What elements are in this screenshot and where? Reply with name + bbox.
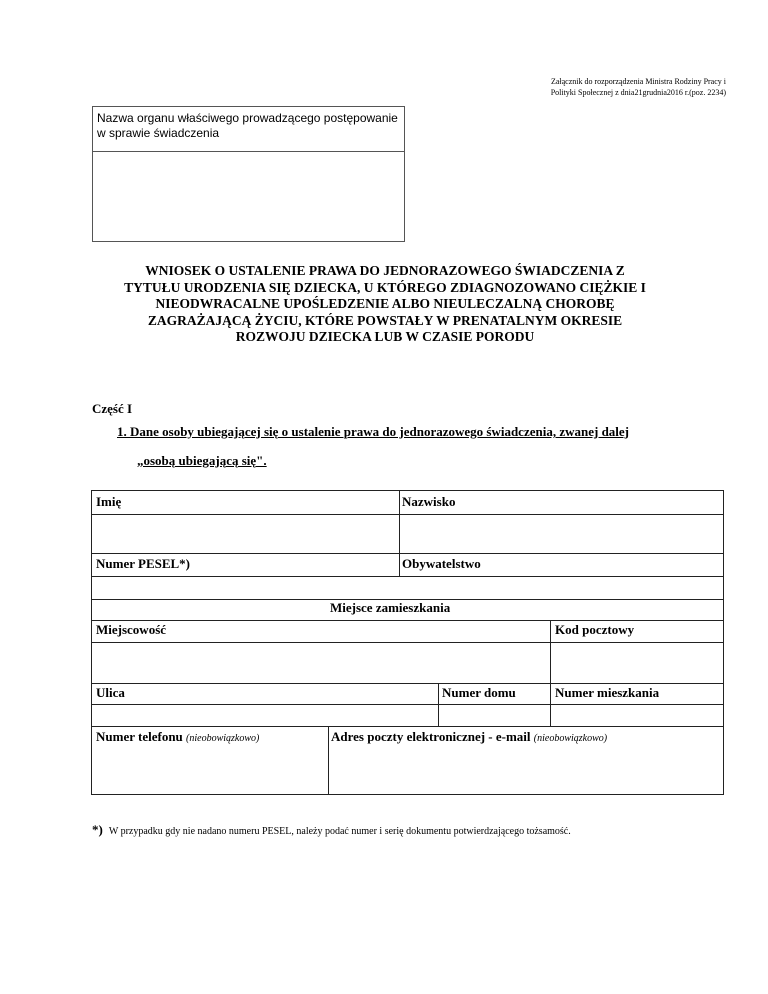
footnote-text: W przypadku gdy nie nadano numeru PESEL, należy podać numer i serię dokumentu potwierdzającego tożsamość.	[108, 826, 571, 837]
part-heading: Część I	[92, 401, 133, 416]
email-optional-note: (nieobowiązkowo)	[533, 733, 608, 744]
first-name-field[interactable]	[92, 514, 399, 553]
annex-note	[466, 76, 726, 98]
last-name-label: Nazwisko	[402, 494, 456, 509]
footnote-mark: *)	[92, 822, 103, 837]
street-field[interactable]	[92, 705, 438, 726]
apartment-number-field[interactable]	[551, 705, 724, 726]
postal-code-field[interactable]	[551, 643, 724, 683]
organ-box	[92, 106, 405, 242]
title-line: TYTUŁU URODZENIA SIĘ DZIECKA, U KTÓREGO ZDIAGNOZOWANO CIĘŻKIE I	[124, 279, 646, 295]
email-label-text: Adres poczty elektronicznej - e-mail	[331, 729, 531, 744]
email-field[interactable]	[329, 749, 724, 795]
pesel-field[interactable]	[92, 577, 724, 599]
pesel-label: Numer PESEL*)	[96, 556, 191, 571]
phone-label	[96, 729, 259, 745]
citizenship-label: Obywatelstwo	[402, 556, 481, 571]
annex-line-1: Załącznik do rozporządzenia Ministra Rodziny Pracy i	[550, 77, 726, 86]
email-label	[331, 729, 607, 745]
city-label: Miejscowość	[96, 622, 167, 637]
phone-optional-note: (nieobowiązkowo)	[186, 733, 260, 744]
house-number-field[interactable]	[439, 705, 550, 726]
phone-field[interactable]	[92, 749, 328, 795]
organ-label	[93, 107, 404, 152]
section-heading: 1. Dane osoby ubiegającej się o ustalenie prawa do jednorazowego świadczenia, zwanej dalej	[117, 424, 630, 439]
apartment-number-label: Numer mieszkania	[555, 685, 660, 700]
city-field[interactable]	[92, 643, 550, 683]
document-title	[90, 263, 680, 346]
title-line: ZAGRAŻAJĄCĄ ŻYCIU, KTÓRE POWSTAŁY W PRENATALNYM OKRESIE	[147, 312, 623, 328]
last-name-field[interactable]	[400, 514, 724, 553]
postal-code-label: Kod pocztowy	[555, 622, 635, 637]
house-number-label: Numer domu	[442, 685, 516, 700]
organ-label-line-1: Nazwa organu właściwego prowadzącego postępowanie	[97, 111, 398, 125]
section-heading-cont: „osobą ubiegającą się".	[137, 453, 267, 468]
applicant-form	[91, 490, 724, 795]
residence-label: Miejsce zamieszkania	[330, 600, 451, 615]
title-line: NIEODWRACALNE UPOŚLEDZENIE ALBO NIEULECZALNĄ CHOROBĘ	[155, 296, 615, 311]
title-line: WNIOSEK O USTALENIE PRAWA DO JEDNORAZOWEGO ŚWIADCZENIA Z	[145, 263, 625, 278]
organ-label-line-2: w sprawie świadczenia	[97, 126, 220, 140]
first-name-label: Imię	[96, 494, 122, 509]
annex-line-2: Polityki Społecznej z dnia21grudnia2016 r.(poz. 2234)	[550, 88, 726, 97]
footnote	[92, 822, 571, 838]
title-line: ROZWOJU DZIECKA LUB W CZASIE PORODU	[235, 329, 535, 344]
street-label: Ulica	[96, 685, 125, 700]
phone-label-text: Numer telefonu	[96, 729, 183, 744]
